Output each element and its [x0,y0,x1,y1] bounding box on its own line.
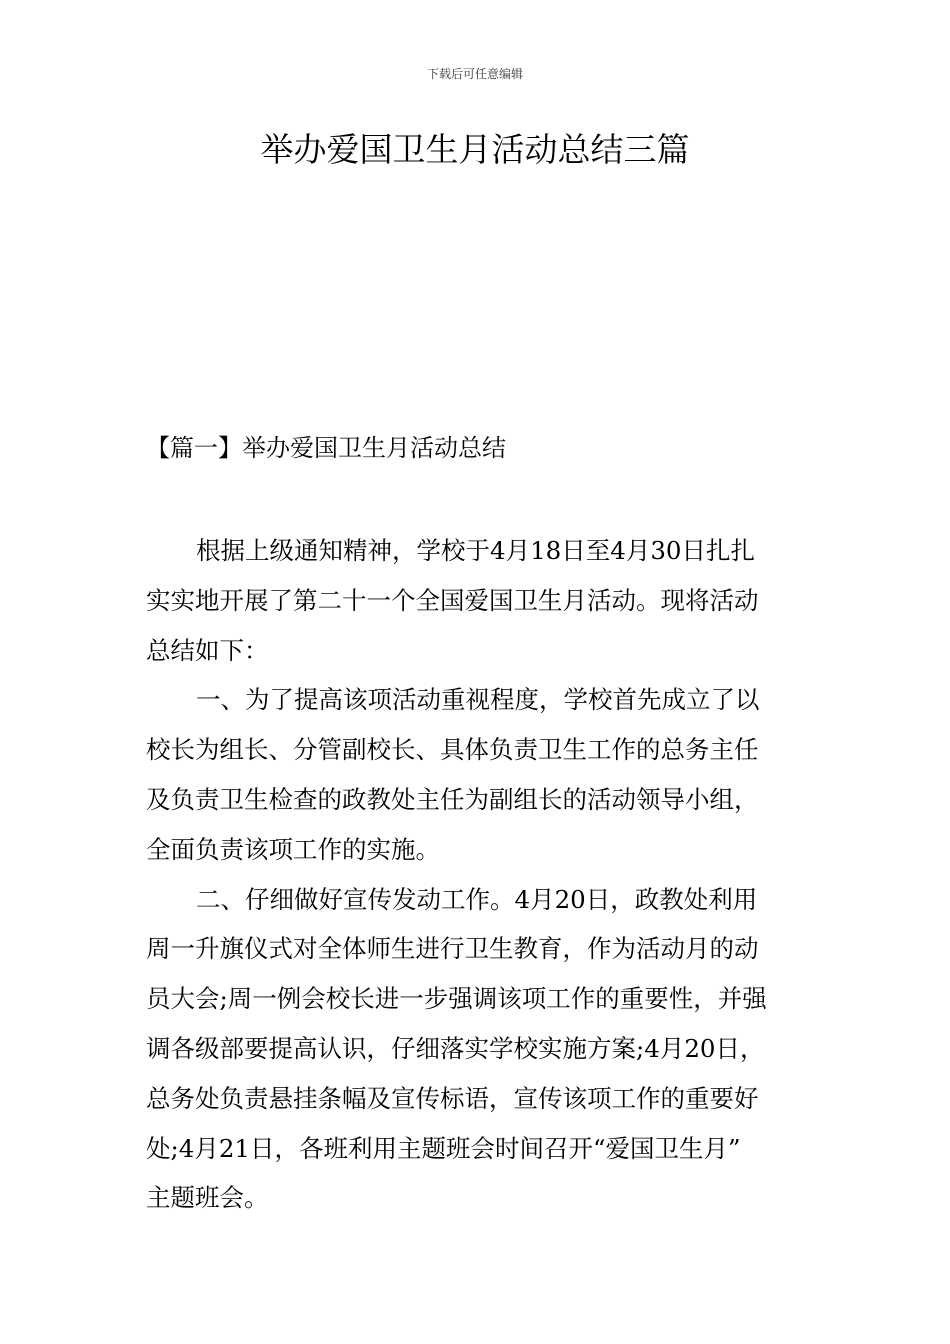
paragraph-line: 及负责卫生检查的政教处主任为副组长的活动领导小组， [146,784,759,814]
paragraph-line: 员大会;周一例会校长进一步强调该项工作的重要性，并强 [146,984,767,1014]
paragraph-line: 周一升旗仪式对全体师生进行卫生教育，作为活动月的动 [146,934,759,964]
paragraph-line: 校长为组长、分管副校长、具体负责卫生工作的总务主任 [146,735,759,765]
paragraph-intro [146,530,808,679]
paragraph-line: 主题班会。 [146,1183,269,1213]
paragraph-line: 一、为了提高该项活动重视程度，学校首先成立了以 [196,685,760,715]
paragraph-line: 总务处负责悬挂条幅及宣传标语，宣传该项工作的重要好 [146,1083,759,1113]
paragraph-point-one [146,679,808,878]
document-title: 举办爱国卫生月活动总结三篇 [260,130,690,169]
paragraph-line: 总结如下： [146,635,269,665]
section-heading: 【篇一】举办爱国卫生月活动总结 [146,434,506,462]
paragraph-point-two [146,879,808,1228]
document-body [146,530,808,1227]
paragraph-line: 全面负责该项工作的实施。 [146,834,440,864]
paragraph-line: 调各级部要提高认识，仔细落实学校实施方案;4月20日， [146,1033,765,1063]
paragraph-line: 实实地开展了第二十一个全国爱国卫生月活动。现将活动 [146,585,759,615]
paragraph-line: 根据上级通知精神，学校于4月18日至4月30日扎扎 [196,536,756,565]
paragraph-line: 处;4月21日，各班利用主题班会时间召开“爱国卫生月” [146,1133,741,1163]
paragraph-line: 二、仔细做好宣传发动工作。4月20日，政教处利用 [196,884,758,914]
header-note: 下载后可任意编辑 [426,67,523,81]
